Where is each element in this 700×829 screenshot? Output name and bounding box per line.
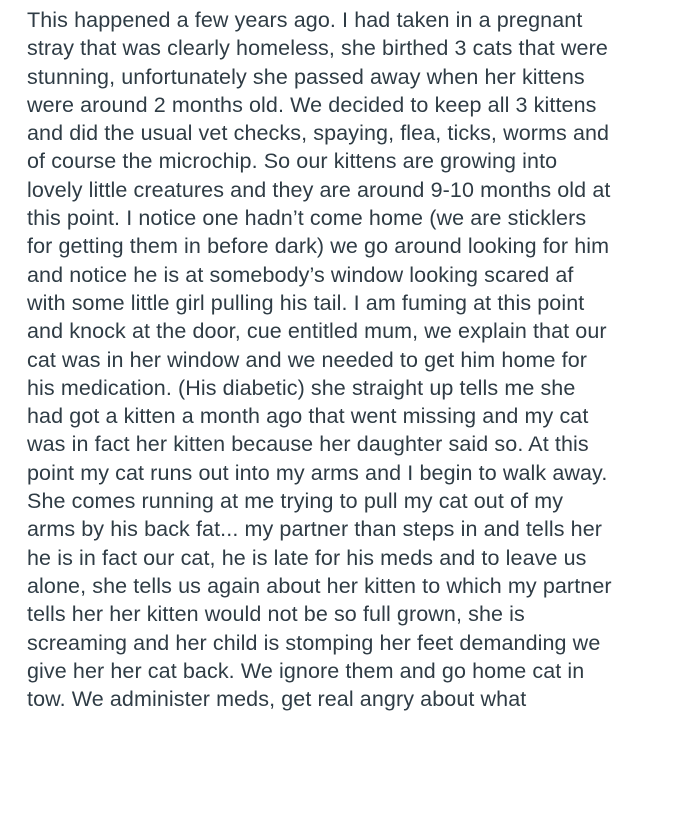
text-line: tow. We administer meds, get real angry about what [27, 687, 527, 712]
text-line: tells her her kitten would not be so full grown, she is [27, 602, 525, 627]
text-line: stray that was clearly homeless, she birthed 3 cats that were [27, 36, 608, 61]
text-line: arms by his back fat... my partner than steps in and tells her [27, 517, 603, 542]
text-line: for getting them in before dark) we go around looking for him [27, 234, 610, 259]
text-line: give her her cat back. We ignore them and go home cat in [27, 658, 585, 683]
text-line: of course the microchip. So our kittens are growing into [27, 149, 558, 174]
text-line: cat was in her window and we needed to get him home for [27, 347, 588, 372]
text-line: were around 2 months old. We decided to keep all 3 kittens [27, 92, 597, 117]
text-line: point my cat runs out into my arms and I begin to walk away. [27, 460, 608, 485]
text-line: and knock at the door, cue entitled mum, we explain that our [27, 319, 607, 344]
text-line: lovely little creatures and they are around 9-10 months old at [27, 177, 611, 202]
text-line: was in fact her kitten because her daughter said so. At this [27, 432, 589, 457]
text-line: This happened a few years ago. I had taken in a pregnant [27, 8, 583, 32]
text-line: screaming and her child is stomping her feet demanding we [27, 630, 601, 655]
text-line: stunning, unfortunately she passed away when her kittens [27, 64, 585, 89]
text-line: his medication. (His diabetic) she straight up tells me she [27, 375, 576, 400]
text-line: with some little girl pulling his tail. I am fuming at this point [27, 290, 585, 315]
text-line: and did the usual vet checks, spaying, flea, ticks, worms and [27, 121, 610, 146]
text-line: and notice he is at somebody’s window looking scared af [27, 262, 574, 287]
text-line: he is in fact our cat, he is late for his meds and to leave us [27, 545, 587, 570]
text-line: alone, she tells us again about her kitten to which my partner [27, 573, 612, 598]
text-line: She comes running at me trying to pull my cat out of my [27, 489, 564, 514]
text-line: had got a kitten a month ago that went missing and my cat [27, 404, 589, 429]
text-line: this point. I notice one hadn’t come home (we are sticklers [27, 206, 587, 231]
story-text [27, 6, 612, 713]
